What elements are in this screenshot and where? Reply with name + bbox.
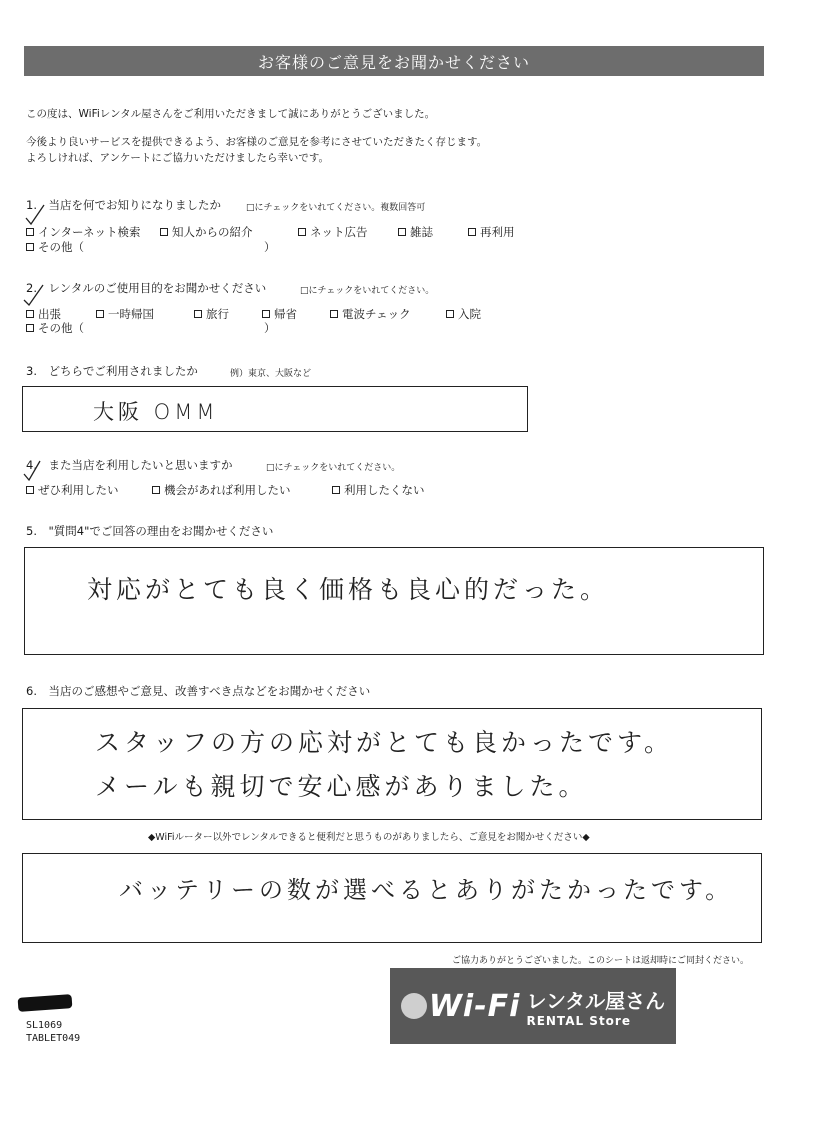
q2-option-signal-check[interactable]: 電波チェック	[330, 306, 411, 322]
survey-header	[24, 46, 764, 76]
question-4-note: □にチェックをいれてください。	[266, 463, 401, 473]
q2-option-business[interactable]: 出張	[26, 306, 61, 322]
q1-option-magazine[interactable]: 雑誌	[398, 224, 433, 240]
checkbox-icon[interactable]	[160, 228, 168, 236]
q6-answer-line-2: メールも親切で安心感がありました。	[95, 772, 588, 801]
checkmark-icon	[22, 284, 44, 306]
q6-answer-box[interactable]	[22, 708, 762, 820]
question-7-label: ◆WiFiルーター以外でレンタルできると便利だと思うものがありましたら、ご意見をお聞かせください◆	[148, 832, 590, 843]
q1-option-reuse[interactable]: 再利用	[468, 224, 515, 240]
logo-wifi-text: Wi-Fi	[428, 988, 521, 1024]
checkbox-icon[interactable]	[26, 228, 34, 236]
intro-line-2: 今後より良いサービスを提供できるよう、お客様のご意見を参考にさせていただきたく存じます。	[26, 136, 488, 148]
q4-option-no[interactable]: 利用したくない	[332, 482, 425, 498]
q7-answer-box[interactable]	[22, 853, 762, 943]
q6-answer-line-1: スタッフの方の応対がとても良かったです。	[95, 728, 674, 757]
question-2-label: 2. レンタルのご使用目的をお聞かせください	[26, 281, 267, 295]
checkbox-icon[interactable]	[26, 486, 34, 494]
checkbox-icon[interactable]	[152, 486, 160, 494]
question-1-label: 1. 当店を何でお知りになりましたか	[26, 198, 221, 212]
q7-answer: バッテリーの数が選べるとありがたかったです。	[119, 876, 734, 904]
question-3-note: 例）東京、大阪など	[230, 369, 312, 379]
q2-option-travel[interactable]: 旅行	[194, 306, 229, 322]
checkbox-icon[interactable]	[298, 228, 306, 236]
q3-answer-box[interactable]	[22, 386, 528, 432]
q2-option-homecoming[interactable]: 帰省	[262, 306, 297, 322]
footer-thanks: ご協力ありがとうございました。このシートは返却時にご同封ください。	[452, 956, 750, 966]
question-3-label: 3. どちらでご利用されましたか	[26, 364, 198, 378]
question-2-note: □にチェックをいれてください。	[300, 286, 435, 296]
q5-answer-box[interactable]	[24, 547, 764, 655]
logo-jp-text: レンタル屋さん	[526, 988, 666, 1013]
checkbox-icon[interactable]	[96, 310, 104, 318]
mascot-icon	[401, 993, 427, 1019]
checkbox-icon[interactable]	[26, 243, 34, 251]
checkmark-icon	[22, 460, 44, 482]
q1-option-referral[interactable]: 知人からの紹介	[160, 224, 253, 240]
q2-other-close: ）	[264, 321, 276, 335]
checkbox-icon[interactable]	[26, 324, 34, 332]
logo-en-text: RENTAL Store	[526, 1013, 631, 1028]
q1-option-net-ad[interactable]: ネット広告	[298, 224, 368, 240]
q1-option-other[interactable]: その他（	[26, 239, 84, 255]
checkmark-icon	[24, 204, 46, 226]
question-4-label: 4. また当店を利用したいと思いますか	[26, 458, 233, 472]
intro-line-3: よろしければ、アンケートにご協力いただけましたら幸いです。	[26, 152, 330, 164]
tablet-code: TABLET049	[26, 1033, 81, 1044]
checkbox-icon[interactable]	[330, 310, 338, 318]
brand-logo	[390, 968, 676, 1044]
survey-title: お客様のご意見をお聞かせください	[257, 52, 530, 72]
checkbox-icon[interactable]	[194, 310, 202, 318]
intro-line-1: この度は、WiFiレンタル屋さんをご利用いただきまして誠にありがとうございました。	[26, 108, 436, 120]
q4-option-if-chance[interactable]: 機会があれば利用したい	[152, 482, 291, 498]
redaction-mark	[18, 994, 73, 1012]
question-1-note: □にチェックをいれてください。複数回答可	[246, 203, 426, 213]
question-5-label: 5. "質問4"でご回答の理由をお聞かせください	[26, 524, 274, 538]
checkbox-icon[interactable]	[332, 486, 340, 494]
question-6-label: 6. 当店のご感想やご意見、改善すべき点などをお聞かせください	[26, 684, 371, 698]
checkbox-icon[interactable]	[398, 228, 406, 236]
checkbox-icon[interactable]	[26, 310, 34, 318]
q1-other-close: ）	[264, 240, 276, 254]
q5-answer: 対応がとても良く価格も良心的だった。	[87, 575, 610, 604]
sheet-code: SL1069	[26, 1020, 63, 1031]
checkbox-icon[interactable]	[262, 310, 270, 318]
q2-option-temporary-return[interactable]: 一時帰国	[96, 306, 154, 322]
checkbox-icon[interactable]	[468, 228, 476, 236]
q2-option-hospital[interactable]: 入院	[446, 306, 481, 322]
checkbox-icon[interactable]	[446, 310, 454, 318]
q4-option-definitely[interactable]: ぜひ利用したい	[26, 482, 119, 498]
q1-option-internet[interactable]: インターネット検索	[26, 224, 140, 240]
q2-option-other[interactable]: その他（	[26, 320, 84, 336]
q3-answer: 大阪 OMM	[93, 400, 219, 424]
